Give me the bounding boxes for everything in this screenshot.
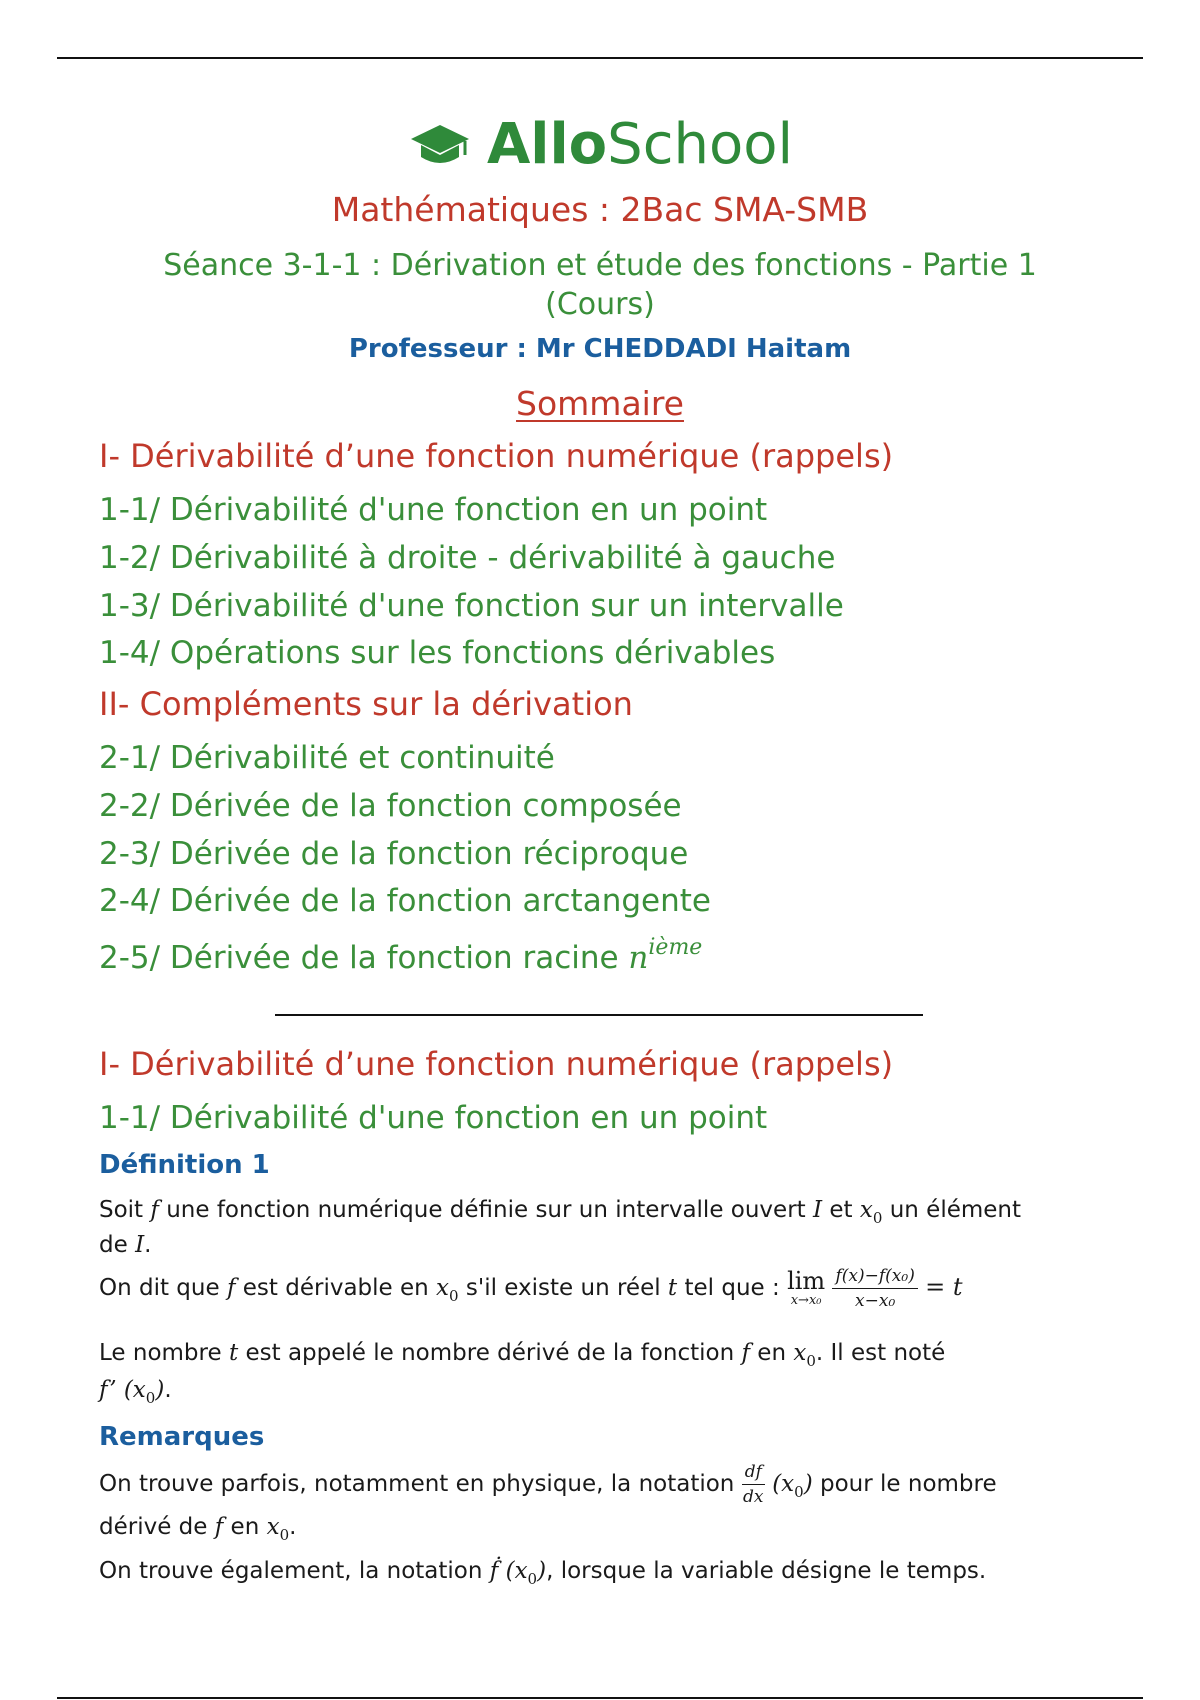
definition-text-1: Soit f une fonction numérique définie sur un intervalle ouvert I et $x_0$ un élément: [99, 1197, 1022, 1227]
top-rule: [57, 57, 1143, 59]
seance-title: Séance 3-1-1 : Dérivation et étude des fonctions - Partie 1 (Cours): [163, 248, 1037, 322]
definition-text-3: Le nombre t est appelé le nombre dérivé de la fonction f en $x_0$. Il est noté: [99, 1340, 946, 1370]
remark-text-2: On trouve également, la notation ḟ $(x_0)$, lorsque la variable désigne le temps.: [99, 1558, 987, 1588]
toc-item-1-2[interactable]: 1-2/ Dérivabilité à droite - dérivabilité à gauche: [99, 540, 836, 576]
toc-item-2-4[interactable]: 2-4/ Dérivée de la fonction arctangente: [99, 883, 711, 919]
subject-title: Mathématiques : 2Bac SMA-SMB: [331, 190, 869, 229]
brand-logo: [0, 112, 1200, 177]
remark-text-1b: dérivé de f en $x_0$.: [99, 1514, 297, 1544]
definition-text-3b: f’ $(x_0)$.: [99, 1377, 172, 1407]
limit-expression: lim x→x₀: [787, 1267, 826, 1308]
bottom-rule: [57, 1697, 1143, 1699]
toc-item-2-2[interactable]: 2-2/ Dérivée de la fonction composée: [99, 788, 682, 824]
toc-section-1[interactable]: I- Dérivabilité d’une fonction numérique (rappels): [99, 437, 894, 475]
brand-name: AlloSchool: [486, 112, 794, 177]
difference-quotient: $\frac{\text{f(x)−f(x₀)}}{\text{x−x₀}}$: [832, 1266, 917, 1311]
sommaire-title: Sommaire: [516, 384, 684, 423]
section-divider: [275, 1014, 923, 1016]
toc-item-1-1[interactable]: 1-1/ Dérivabilité d'une fonction en un point: [99, 492, 768, 528]
definition-text-1b: de I.: [99, 1232, 152, 1258]
graduation-cap-icon: [407, 121, 473, 169]
derivative-notation: $\frac{df}{dx}$: [743, 1462, 764, 1507]
remark-text-1: On trouve parfois, notamment en physique, la notation $\frac{df}{dx}$ $(x_0)$ pour le nombre: [99, 1462, 997, 1507]
toc-item-1-3[interactable]: 1-3/ Dérivabilité d'une fonction sur un intervalle: [99, 588, 844, 624]
toc-item-2-3[interactable]: 2-3/ Dérivée de la fonction réciproque: [99, 836, 689, 872]
definition-title: Définition 1: [99, 1150, 270, 1180]
toc-item-2-5[interactable]: 2-5/ Dérivée de la fonction racine $n^{ième}$: [99, 935, 703, 976]
section-title: I- Dérivabilité d’une fonction numérique (rappels): [99, 1045, 894, 1083]
toc-section-2[interactable]: II- Compléments sur la dérivation: [99, 685, 633, 723]
professor-name: Professeur : Mr CHEDDADI Haitam: [348, 334, 852, 364]
remarks-title: Remarques: [99, 1422, 265, 1452]
subsection-title: 1-1/ Dérivabilité d'une fonction en un point: [99, 1100, 768, 1136]
toc-item-1-4[interactable]: 1-4/ Opérations sur les fonctions dérivables: [99, 635, 776, 671]
definition-text-2: On dit que f est dérivable en $x_0$ s'il existe un réel t tel que : lim x→x₀ $\frac{\text{f(x)−f(x₀)}}{\text{x−x₀}}$ = t: [99, 1266, 963, 1311]
toc-item-2-1[interactable]: 2-1/ Dérivabilité et continuité: [99, 740, 555, 776]
